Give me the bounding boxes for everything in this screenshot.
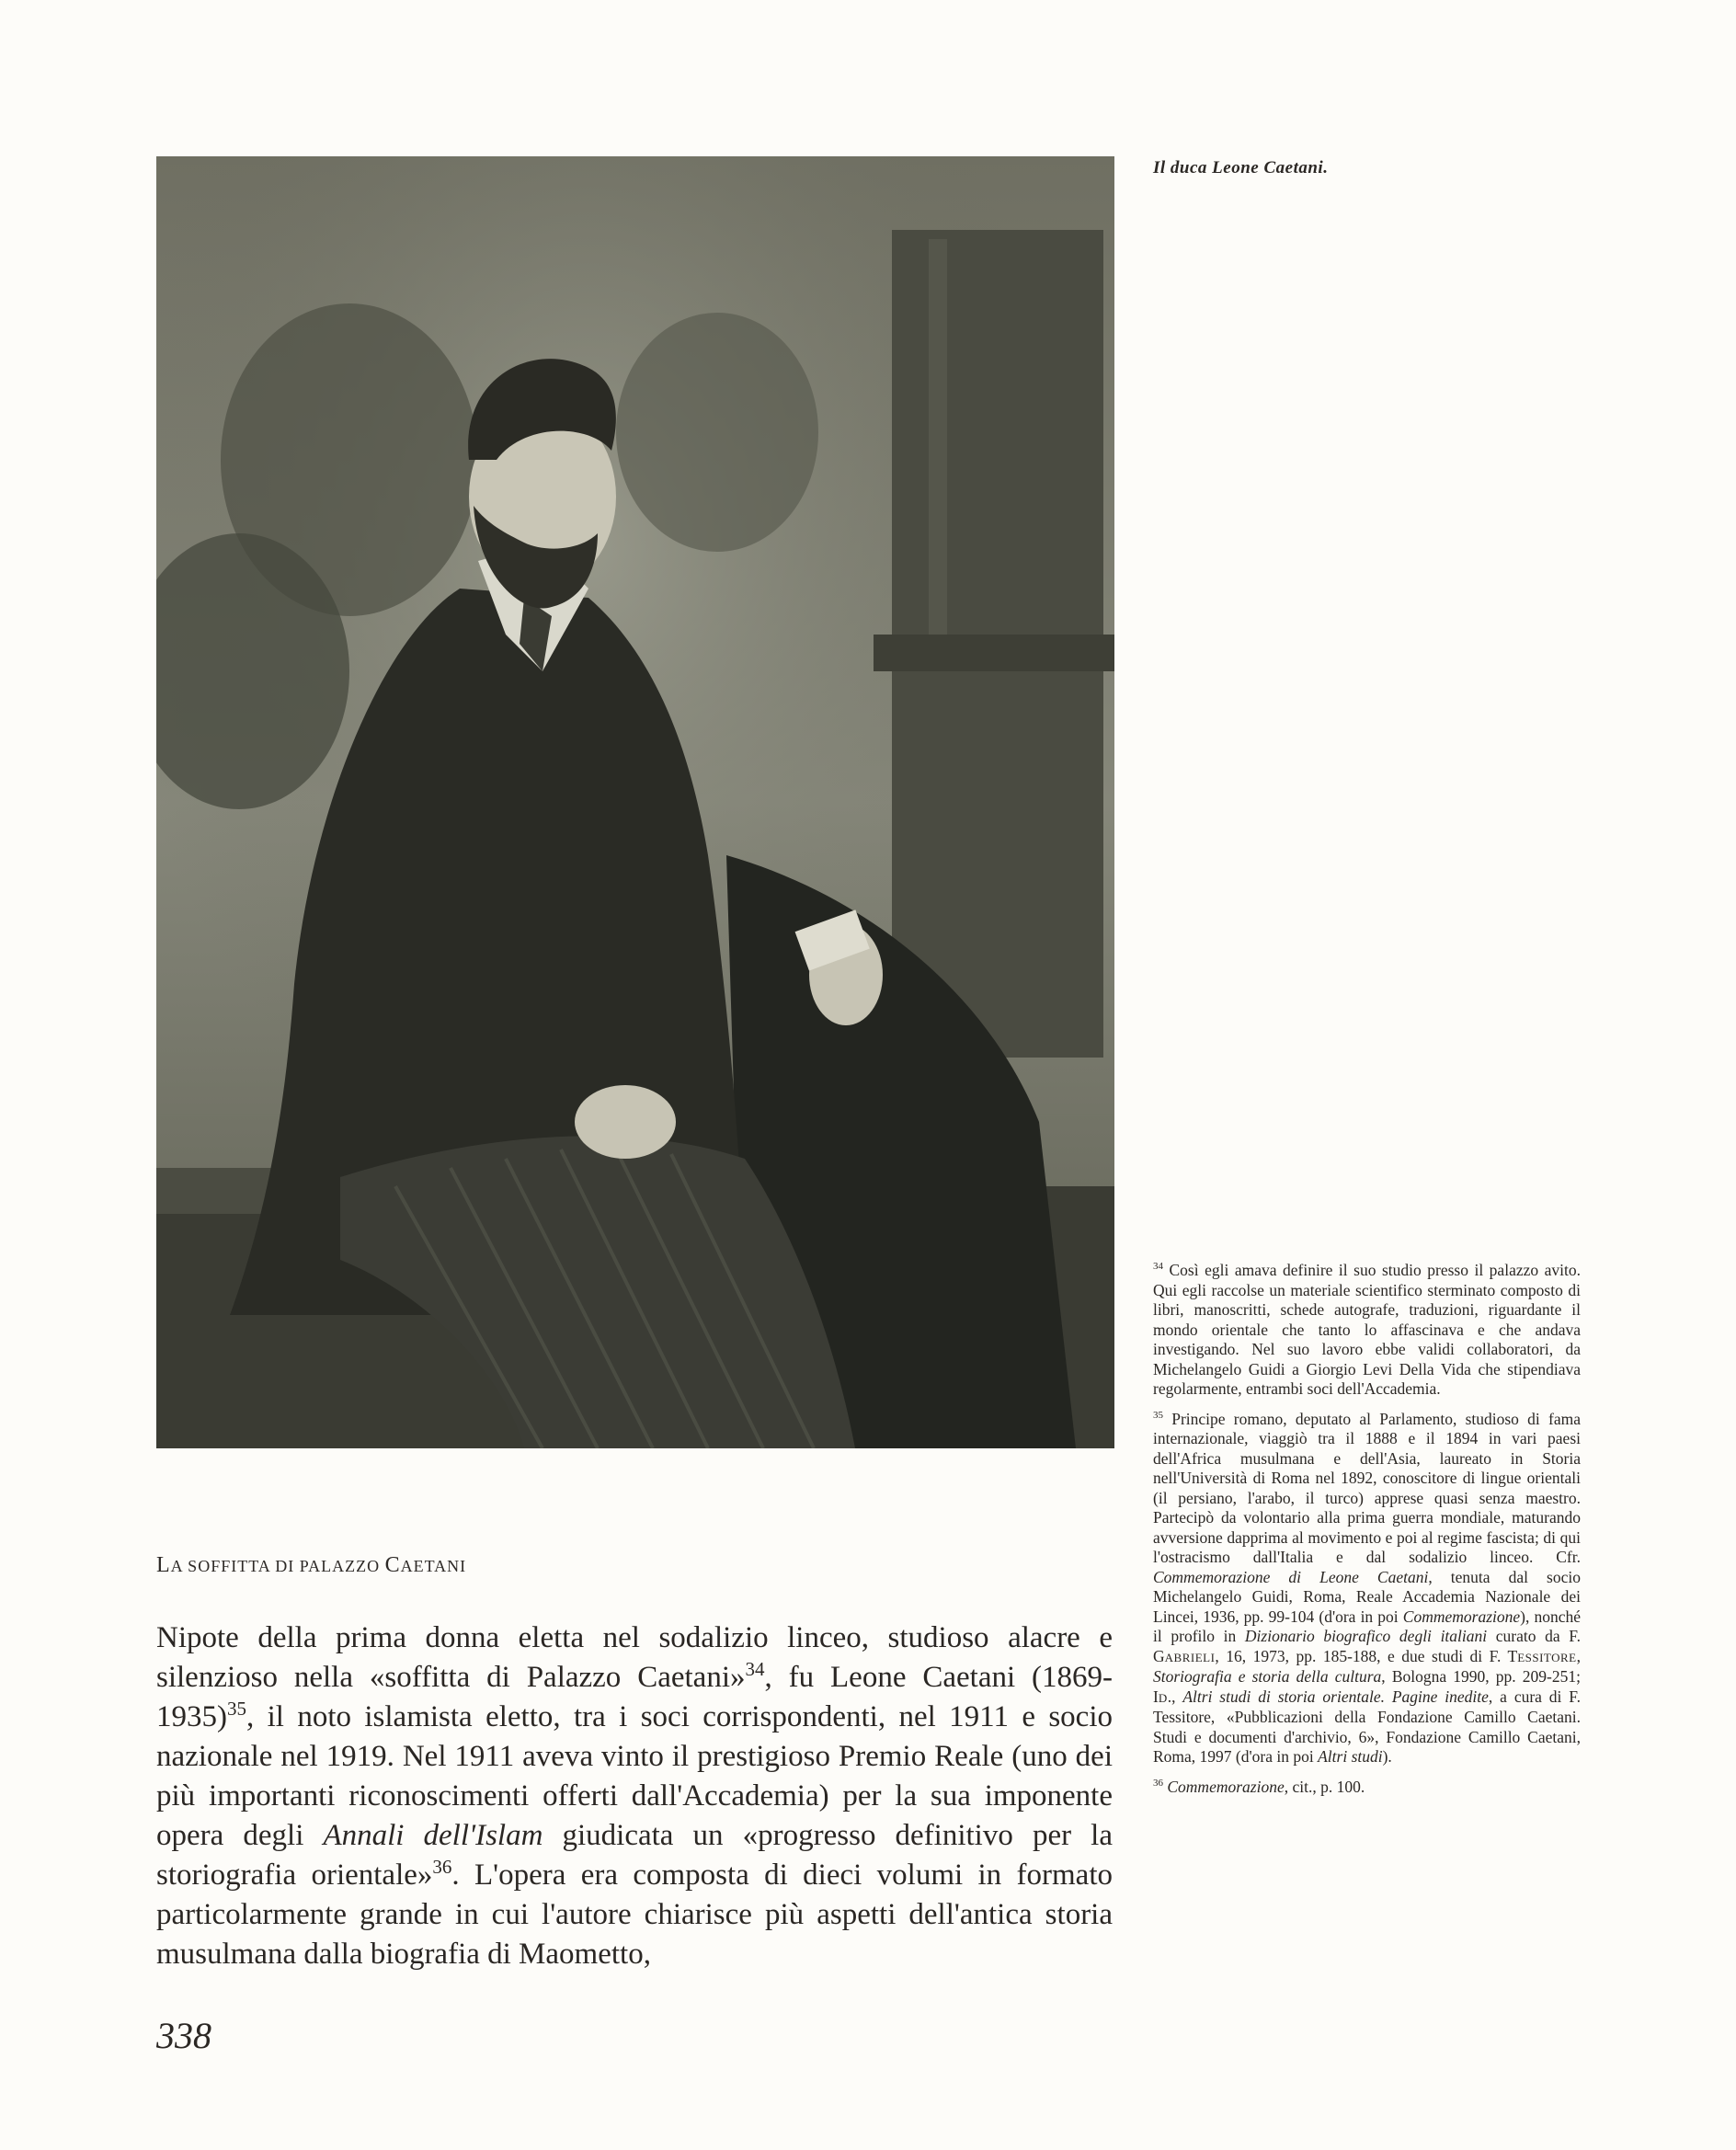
footnote-34: $^{34}$ Così egli amava definire il suo studio presso il palazzo avito. Qui egli raccolse un materiale scientifico sterminato composto di libri, manoscritti, schede autografe, traduzioni, riguardante il mondo orientale che tanto lo affascinava e che andava investigando. Nel suo lavoro ebbe validi collaboratori, da Michelangelo Guidi a Giorgio Levi Della Vida che stipendiava regolarmente, entrambi soci dell'Accademia. [1153,1261,1581,1398]
portrait-illustration [156,156,1114,1448]
footnote-36: $^{36}$ Commemorazione, cit., p. 100. [1153,1777,1365,1796]
figure-caption: Il duca Leone Caetani. [1153,158,1329,177]
footnotes [1153,1261,1581,1807]
footnote-ref-34[interactable]: 34 [745,1658,765,1680]
footnote-ref-36[interactable]: 36 [432,1856,452,1878]
section-title: LA SOFFITTA DI PALAZZO CAETANI [156,1553,467,1577]
portrait-photo [156,156,1114,1448]
footnote-35: $^{35}$ Principe romano, deputato al Parlamento, studioso di fama internazionale, viaggiò tra il 1888 e il 1894 in vari paesi dell'Africa musulmana e dell'Asia, laureato in Storia nell'Università di Roma nel 1892, conoscitore di lingue orientali (il persiano, l'arabo, il turco) apprese quasi senza maestro. Partecipò da volontario alla prima guerra mondiale, maturando avversione dapprima al movimento e poi al regime fascista; di qui l'ostracismo dall'Italia e dal sodalizio linceo. Cfr. Commemorazione di Leone Caetani, tenuta dal socio Michelangelo Guidi, Roma, Reale Accademia Nazionale dei Lincei, 1936, pp. 99-104 (d'ora in poi Commemorazione), nonché il profilo in Dizionario biografico degli italiani curato da F. GABRIELI, 16, 1973, pp. 185-188, e due studi di F. TESSITORE, Storiografia e storia della cultura, Bologna 1990, pp. 209-251; ID., Altri studi di storia orientale. Pagine inedite, a cura di F. Tessitore, «Pubblicazioni della Fondazione Camillo Caetani. Studi e documenti d'archivio, 6», Fondazione Camillo Caetani, Roma, 1997 (d'ora in poi Altri studi). [1153,1409,1581,1766]
page-number: 338 [156,2015,211,2056]
body-paragraph: Nipote della prima donna eletta nel sodalizio linceo, studioso alacre e silenzioso nella «soffitta di Palazzo Caetani»$^{34}$, fu Leone Caetani (1869-1935)$^{35}$, il noto islamista eletto, tra i soci corrispondenti, nel 1911 e socio nazionale nel 1919. Nel 1911 aveva vinto il prestigioso Premio Reale (uno dei più importanti riconoscimenti offerti dall'Accademia) per la sua imponente opera degli Annali dell'Islam giudicata un «progresso definitivo per la storiografia orientale»$^{36}$. L'opera era composta di dieci volumi in formato particolarmente grande in cui l'autore chiarisce più aspetti dell'antica storia musulmana dalla biografia di Maometto, [156,1621,1113,1971]
footnote-ref-35[interactable]: 35 [227,1698,246,1720]
